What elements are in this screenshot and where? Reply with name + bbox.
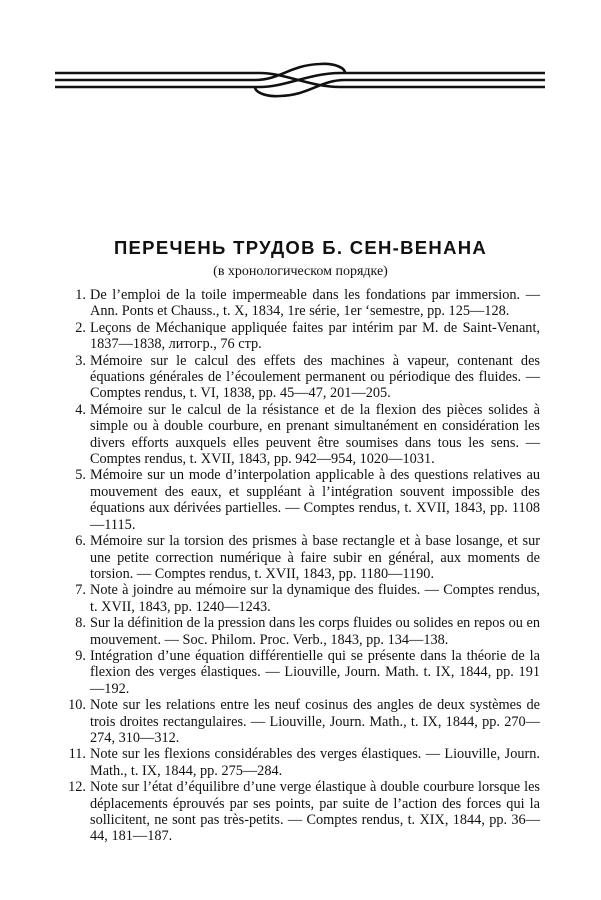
item-text: Note sur l’état d’équilibre d’une verge élastique à double courbure lorsque les déplacements éprouvés par ses points, par suite de l’action des forces qui la sollicitent, ne sont pas très-petits. — Comptes rendus, t. XIX, 1844, pp. 36—44, 181—187. xyxy=(90,779,540,845)
item-text: Mémoire sur le calcul des effets des machines à vapeur, contenant des équations générales de l’écoulement permanent ou périodique des fluides. — Comptes rendus, t. VI, 1838, pp. 45—47, 201—205. xyxy=(90,352,540,402)
list-item xyxy=(60,353,540,402)
page-subtitle: (в хронологическом порядке) xyxy=(213,264,388,279)
item-text: Note sur les relations entre les neuf cosinus des angles de deux systèmes de trois droites rectangulaires. — Liouville, Journ. Math., t. IX, 1844, pp. 270—274, 310—312. xyxy=(90,697,540,746)
item-text: Mémoire sur la torsion des prismes à base rectangle et à base losange, et sur une petite correction numérique à faire subir en général, aux moments de torsion. — Comptes rendus, t. XVII, 1843, pp. 1180—1190. xyxy=(90,533,540,582)
item-number: 12. xyxy=(68,779,86,796)
item-number: 3. xyxy=(75,352,86,369)
decorative-crossed-rule-icon xyxy=(55,60,545,100)
list-item xyxy=(60,582,540,615)
page-title: ПЕРЕЧЕНЬ ТРУДОВ Б. СЕН-ВЕНАНА xyxy=(113,237,488,258)
list-item xyxy=(60,467,540,533)
item-number: 6. xyxy=(75,533,86,550)
item-number: 4. xyxy=(75,401,86,418)
item-number: 11. xyxy=(68,746,86,763)
item-number: 5. xyxy=(75,467,86,484)
item-text: De l’emploi de la toile impermeable dans les fondations par immersion. — Ann. Ponts et Chauss., t. X, 1834, 1re série, 1er ‘semestre, pp. 125—128. xyxy=(90,287,540,320)
list-item xyxy=(60,320,540,353)
list-item xyxy=(60,615,540,648)
item-text: Mémoire sur un mode d’interpolation applicable à des questions relatives au mouvement des eaux, et suppléant à l’intégration souvent impossible des équations aux dérivées partielles. — Comptes rendus, t. XVII, 1843, pp. 1108—1115. xyxy=(90,467,540,533)
item-number: 2. xyxy=(75,319,86,336)
item-text: Leçons de Méchanique appliquée faites par intérim par M. de Saint-Venant, 1837—1838, литогр., 76 стр. xyxy=(90,319,540,353)
item-text: Note à joindre au mémoire sur la dynamique des fluides. — Comptes rendus, t. XVII, 1843, pp. 1240—1243. xyxy=(90,582,540,615)
item-text: Intégration d’une équation différentielle qui se présente dans la théorie de la flexion des verges élastiques. — Liouville, Journ. Math. t. IX, 1844, pp. 191—192. xyxy=(90,647,540,697)
item-number: 9. xyxy=(75,647,86,664)
item-text: Sur la définition de la pression dans les corps fluides ou solides en repos ou en mouvement. — Soc. Philom. Proc. Verb., 1843, pp. 134—138. xyxy=(90,615,540,648)
list-item xyxy=(60,402,540,468)
item-number: 1. xyxy=(75,287,86,303)
item-number: 7. xyxy=(75,582,86,599)
works-list xyxy=(60,287,540,845)
list-item xyxy=(60,533,540,582)
item-text: Note sur les flexions considérables des verges élastiques. — Liouville, Journ. Math., t. IX, 1844, pp. 275—284. xyxy=(90,746,540,779)
list-item xyxy=(60,697,540,746)
item-number: 8. xyxy=(75,615,86,632)
list-item xyxy=(60,287,540,320)
list-item xyxy=(60,746,540,779)
list-item xyxy=(60,779,540,845)
item-number: 10. xyxy=(68,697,86,714)
list-item xyxy=(60,648,540,697)
item-text: Mémoire sur le calcul de la résistance et de la flexion des pièces solides à simple ou à double courbure, en prenant simultanément en considération les divers efforts auxquels elles peuvent être soumises dans tous les sens. — Comptes rendus, t. XVII, 1843, pp. 942—954, 1020—1031. xyxy=(90,401,540,468)
